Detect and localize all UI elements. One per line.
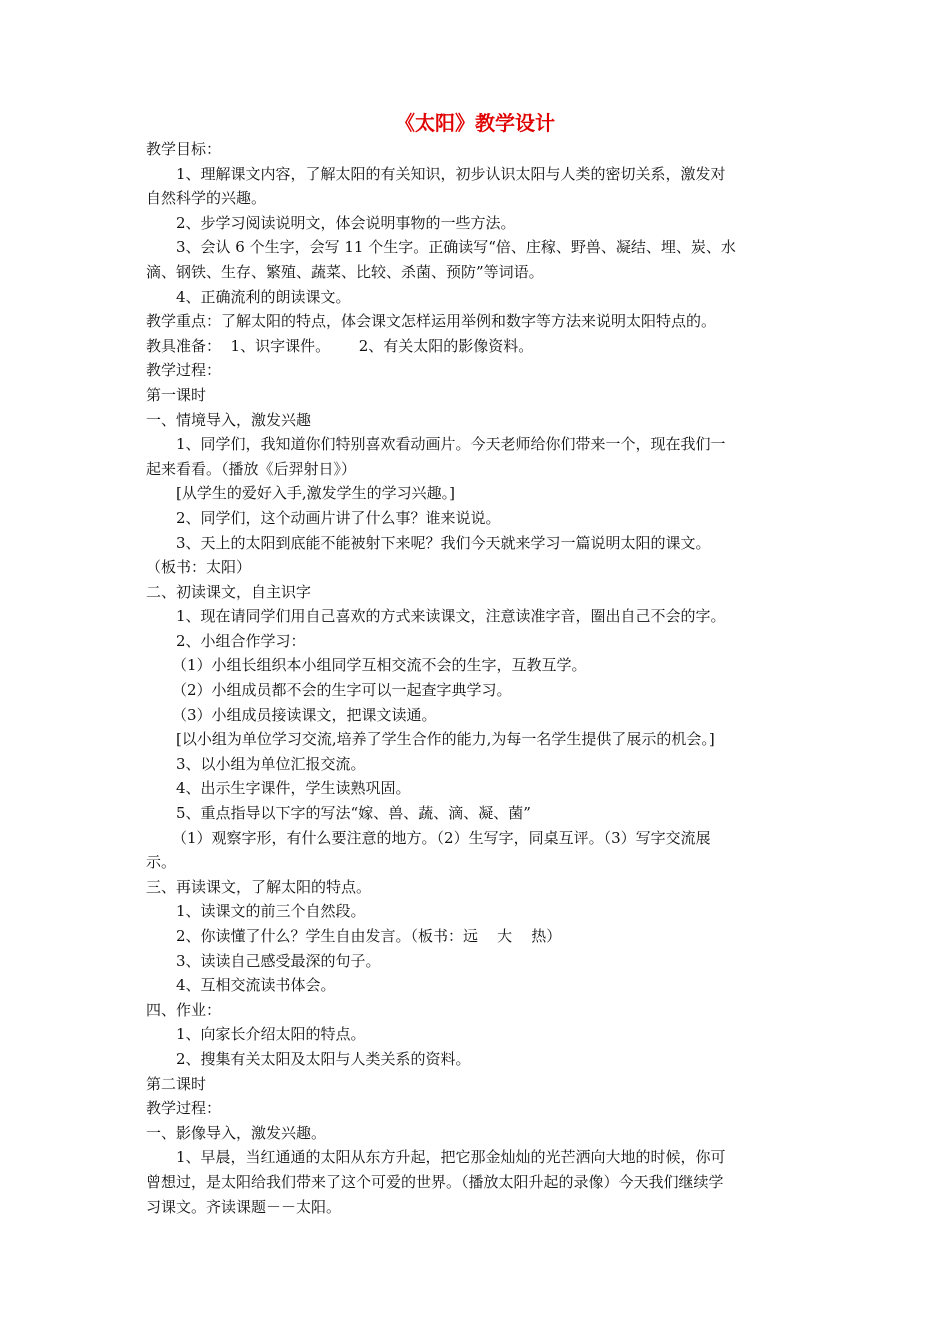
text-line: 教学过程： [146, 1099, 222, 1118]
text-line: 三、再读课文，了解太阳的特点。 [146, 877, 372, 896]
text-line: 1、向家长介绍太阳的特点。 [176, 1025, 366, 1044]
text-line: 3、天上的太阳到底能不能被射下来呢？我们今天就来学习一篇说明太阳的课文。 [176, 533, 711, 552]
text-line: 习课文。齐读课题－－太阳。 [146, 1197, 342, 1216]
text-line: 教学目标： [146, 140, 222, 158]
text-line: 四、作业： [146, 1000, 222, 1019]
text-line: 二、初读课文，自主识字 [146, 582, 312, 601]
text-line: 1、理解课文内容，了解太阳的有关知识，初步认识太阳与人类的密切关系，激发对 [176, 164, 726, 183]
text-line: 一、情境导入，激发兴趣 [146, 410, 312, 429]
text-line: 2、搜集有关太阳及太阳与人类关系的资料。 [176, 1049, 471, 1068]
text-line: 3、以小组为单位汇报交流。 [176, 754, 366, 773]
text-line: 5、重点指导以下字的写法“嫁、兽、蔬、滴、凝、菌” [176, 804, 531, 823]
text-line: 1、现在请同学们用自己喜欢的方式来读课文，注意读准字音，圈出自己不会的字。 [176, 607, 726, 626]
text-line: 2、你读懂了什么？学生自由发言。（板书：远 大 热） [176, 927, 562, 945]
text-line: 教学重点：了解太阳的特点，体会课文怎样运用举例和数字等方法来说明太阳特点的。 [146, 312, 717, 331]
text-line: 第一课时 [146, 385, 207, 404]
text-line: 4、正确流利的朗读课文。 [176, 287, 351, 306]
text-line: 教具准备： 1、识字课件。 2、有关太阳的影像资料。 [146, 336, 534, 355]
text-line: （3）小组成员接读课文，把课文读通。 [172, 705, 437, 724]
text-line: [以小组为单位学习交流,培养了学生合作的能力,为每一名学生提供了展示的机会。] [176, 730, 715, 749]
text-line: （板书：太阳） [146, 558, 252, 577]
text-line: 第二课时 [146, 1074, 207, 1093]
text-line: 自然科学的兴趣。 [146, 189, 267, 208]
text-line: （2）小组成员都不会的生字可以一起查字典学习。 [172, 681, 512, 700]
text-line: 1、读课文的前三个自然段。 [176, 902, 366, 921]
text-line: （1）观察字形，有什么要注意的地方。（2）生写字，同桌互评。（3）写字交流展 [172, 828, 711, 847]
text-line: 滴、钢铁、生存、繁殖、蔬菜、比较、杀菌、预防”等词语。 [146, 262, 544, 281]
text-line: 教学过程： [146, 361, 222, 380]
text-line: 4、出示生字课件，学生读熟巩固。 [176, 779, 411, 798]
document-body [146, 137, 806, 1219]
text-line: 1、同学们，我知道你们特别喜欢看动画片。今天老师给你们带来一个，现在我们一 [176, 435, 726, 454]
text-line: 2、步学习阅读说明文，体会说明事物的一些方法。 [176, 213, 516, 232]
text-line: 3、读读自己感受最深的句子。 [176, 951, 381, 970]
text-line: 起来看看。（播放《后羿射日》） [146, 459, 357, 478]
text-line: 3、会认 6 个生字，会写 11 个生字。正确读写“倍、庄稼、野兽、凝结、埋、炭、水 [176, 238, 736, 257]
text-line: 一、影像导入，激发兴趣。 [146, 1123, 327, 1142]
text-line: 示。 [146, 853, 177, 872]
text-line: 2、小组合作学习： [176, 631, 306, 650]
text-line: 2、同学们，这个动画片讲了什么事？谁来说说。 [176, 508, 501, 527]
document-title: 《太阳》教学设计 [395, 111, 555, 135]
text-line: 4、互相交流读书体会。 [176, 976, 336, 995]
text-line: （1）小组长组织本小组同学互相交流不会的生字，互教互学。 [172, 656, 587, 675]
text-line: [从学生的爱好入手,激发学生的学习兴趣。] [176, 484, 455, 503]
text-line: 1、早晨，当红通通的太阳从东方升起，把它那金灿灿的光芒洒向大地的时候，你可 [176, 1148, 726, 1167]
text-line: 曾想过，是太阳给我们带来了这个可爱的世界。（播放太阳升起的录像）今天我们继续学 [146, 1172, 724, 1191]
